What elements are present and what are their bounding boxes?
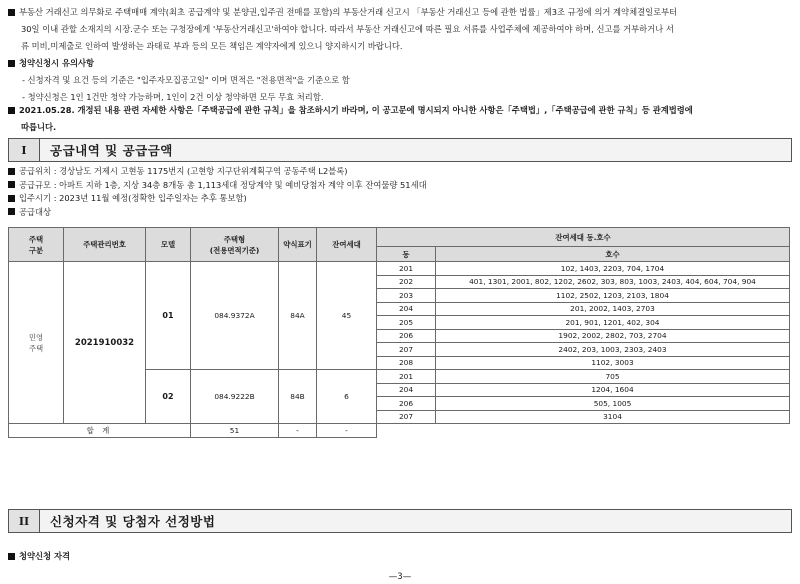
- model-cell: 02: [146, 370, 191, 424]
- header-type: 주택 구분: [9, 228, 64, 262]
- dong-cell: 206: [377, 329, 436, 343]
- section-1-number: I: [9, 139, 40, 161]
- house-type-label: 민영 주택: [9, 262, 64, 424]
- section-2-number: II: [9, 510, 40, 532]
- remaining-cell: 6: [317, 370, 377, 424]
- section-1-title: 공급내역 및 공급금액: [50, 143, 173, 158]
- bullet-icon: [8, 60, 15, 67]
- remaining-cell: 45: [317, 262, 377, 370]
- dong-cell: 205: [377, 316, 436, 330]
- dong-cell: 207: [377, 343, 436, 357]
- bullet-icon: [8, 553, 15, 560]
- abbr-cell: 84B: [279, 370, 317, 424]
- section-1-header: [8, 138, 792, 162]
- caution-item-2: - 청약신청은 1인 1건만 청약 가능하며, 1인이 2건 이상 청약하면 모두 무효 처리함.: [22, 92, 324, 102]
- intro-line-2: 30일 이내 관할 소재지의 시장.군수 또는 구청장에게 '부동산거래신고'하여야 합니다. 따라서 부동산 거래신고에 따른 필요 서류를 사업주체에 제공하여야 하며, 신고를 거부하거나 서: [21, 24, 674, 34]
- supply-table: [8, 227, 790, 438]
- total-dong: -: [279, 424, 317, 438]
- total-ho: -: [317, 424, 377, 438]
- page-number: —3—: [388, 572, 412, 582]
- ho-cell: 3104: [436, 410, 790, 424]
- header-model: 모델: [146, 228, 191, 262]
- caution-block: [8, 55, 790, 106]
- ho-cell: 401, 1301, 2001, 802, 1202, 2602, 303, 803, 1003, 2403, 404, 604, 704, 904: [436, 275, 790, 289]
- ho-cell: 201, 2002, 1403, 2703: [436, 302, 790, 316]
- ho-cell: 1102, 2502, 1203, 2103, 1804: [436, 289, 790, 303]
- supply-location: 공급위치 : 경상남도 거제시 고현동 1175번지 (고현항 지구단위계획구역 공동주택 L2블록): [19, 166, 348, 176]
- header-remaining: 잔여세대: [317, 228, 377, 262]
- bullet-icon: [8, 195, 15, 202]
- table-row: [9, 262, 790, 276]
- header-units-group: 잔여세대 동.호수: [377, 228, 790, 247]
- intro-paragraph: [8, 4, 790, 55]
- dong-cell: 201: [377, 262, 436, 276]
- dong-cell: 208: [377, 356, 436, 370]
- abbr-cell: 84A: [279, 262, 317, 370]
- mgmt-no: 2021910032: [64, 262, 146, 424]
- dong-cell: 206: [377, 397, 436, 411]
- dong-cell: 202: [377, 275, 436, 289]
- ho-cell: 1102, 3003: [436, 356, 790, 370]
- bullet-icon: [8, 208, 15, 215]
- header-abbr: 약식표기: [279, 228, 317, 262]
- total-remaining: 51: [191, 424, 279, 438]
- caution-title: 청약신청시 유의사항: [19, 58, 95, 68]
- dong-cell: 204: [377, 302, 436, 316]
- notice-line-2: 따릅니다.: [21, 122, 57, 132]
- section-2-sub: [8, 548, 790, 565]
- bullet-icon: [8, 168, 15, 175]
- ho-cell: 505, 1005: [436, 397, 790, 411]
- section-2-subtitle: 청약신청 자격: [19, 551, 70, 561]
- header-dong: 동: [377, 247, 436, 262]
- supply-target: 공급대상: [19, 206, 52, 217]
- ho-cell: 1902, 2002, 2802, 703, 2704: [436, 329, 790, 343]
- intro-line-1: 부동산 거래신고 의무화로 주택매매 계약(최초 공급계약 및 분양권,입주권 전매를 포함)의 부동산거래 신고시 「부동산 거래신고 등에 관한 법률」제3조 규정에 의거 계약체결일로부터: [19, 7, 678, 17]
- bullet-icon: [8, 107, 15, 114]
- section-2-title: 신청자격 및 당첨자 선정방법: [50, 514, 216, 529]
- ho-cell: 705: [436, 370, 790, 384]
- house-type-cell: 084.9222B: [191, 370, 279, 424]
- header-mgmt-no: 주택관리번호: [64, 228, 146, 262]
- bullet-icon: [8, 9, 15, 16]
- total-label: 합 계: [9, 424, 191, 438]
- bullet-icon: [8, 181, 15, 188]
- move-in-date: 입주시기 : 2023년 11월 예정(정확한 입주일자는 추후 통보함): [19, 193, 247, 203]
- intro-line-3: 류 미비,미제출로 인하여 발생하는 과태료 부과 등의 모든 책임은 계약자에게 있으니 양지하시기 바랍니다.: [21, 41, 403, 51]
- section-2-header: [8, 509, 792, 533]
- ho-cell: 2402, 203, 1003, 2303, 2403: [436, 343, 790, 357]
- house-type-cell: 084.9372A: [191, 262, 279, 370]
- ho-cell: 201, 901, 1201, 402, 304: [436, 316, 790, 330]
- model-cell: 01: [146, 262, 191, 370]
- dong-cell: 201: [377, 370, 436, 384]
- ho-cell: 102, 1403, 2203, 704, 1704: [436, 262, 790, 276]
- supply-info: [8, 165, 790, 219]
- notice-block: [8, 102, 790, 136]
- caution-item-1: - 신청자격 및 요건 등의 기준은 "입주자모집공고일" 이며 면적은 "전용면적"을 기준으로 함: [22, 75, 350, 85]
- total-row: [9, 424, 790, 438]
- dong-cell: 207: [377, 410, 436, 424]
- notice-line-1: 2021.05.28. 개정된 내용 관련 자세한 사항은「주택공급에 관한 규칙」을 참조하시기 바라며, 이 공고문에 명시되지 아니한 사항은「주택법」,「주택공급에 관한 규칙」등 관계법령에: [19, 105, 693, 115]
- dong-cell: 204: [377, 383, 436, 397]
- ho-cell: 1204, 1604: [436, 383, 790, 397]
- supply-scale: 공급규모 : 아파트 지하 1층, 지상 34층 8개동 총 1,113세대 정당계약 및 예비당첨자 계약 이후 잔여물량 51세대: [19, 179, 427, 190]
- header-ho: 호수: [436, 247, 790, 262]
- dong-cell: 203: [377, 289, 436, 303]
- header-house-type: 주택형 (전용면적기준): [191, 228, 279, 262]
